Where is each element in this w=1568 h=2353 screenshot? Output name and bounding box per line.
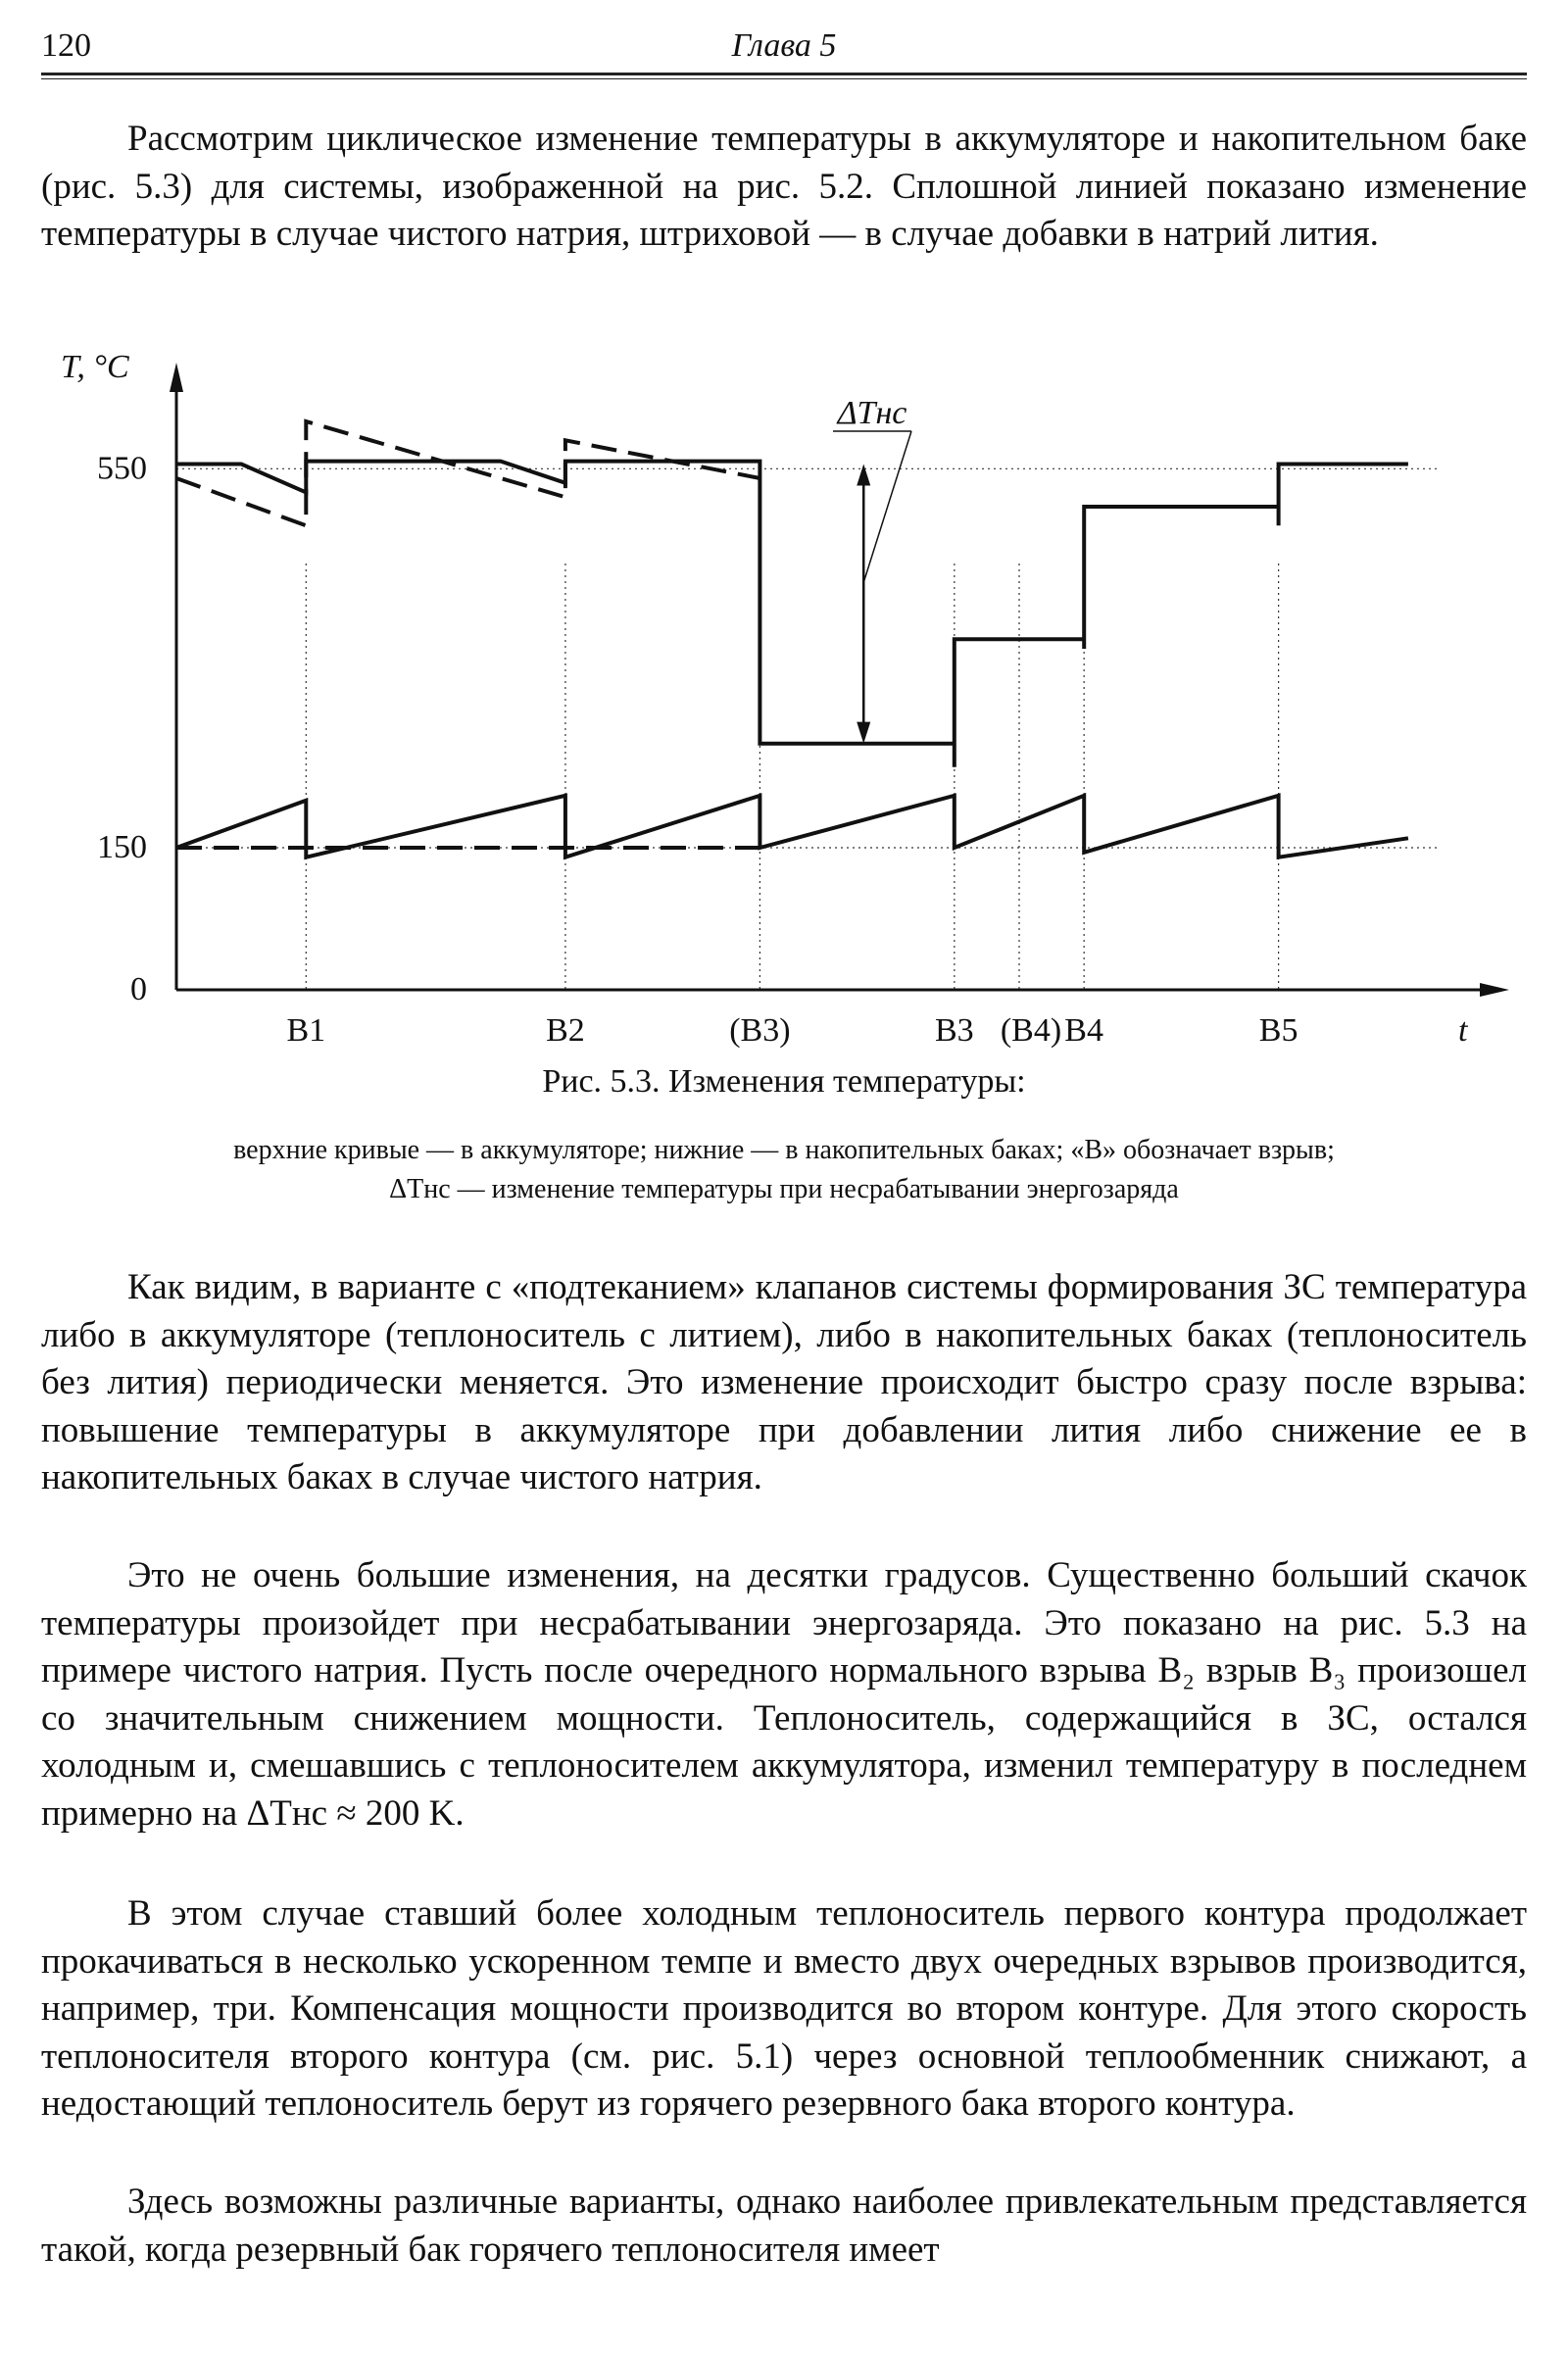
header-rule-thin xyxy=(41,78,1527,79)
paragraph-2: Это не очень большие изменения, на десятки градусов. Существенно больший скачок температуры произойдет при несрабатывании энергозаряда. Это показано на рис. 5.3 на примере чистого натрия. Пусть после очередного нормального взрыва B₂ взрыв B₃ произошел со значительным снижением мощности. Теплоноситель, содержащийся в ЗС, остался холодным и, смешавшись с теплоносителем аккумулятора, изменил температуру в последнем примерно на ΔTнс ≈ 200 K. xyxy=(41,1555,1527,1834)
paragraph-4: Здесь возможны различные варианты, однако наиболее привлекательным представляется такой, когда резервный бак горячего теплоносителя имеет xyxy=(41,2181,1527,2270)
explosion-label: B3 xyxy=(935,1012,974,1049)
x-axis-label: t xyxy=(1458,1012,1468,1049)
x-axis-arrow xyxy=(1480,983,1509,997)
explosion-label: B5 xyxy=(1258,1012,1298,1049)
explosion-label: (B4) xyxy=(1000,1012,1062,1049)
explosion-label: B1 xyxy=(286,1012,326,1049)
page-number: 120 xyxy=(41,27,91,64)
explosion-label: (B3) xyxy=(729,1012,791,1049)
delta-t-arrow-head-up xyxy=(857,465,870,486)
paragraph-1: Как видим, в варианте с «подтеканием» клапанов системы формирования ЗС температура либо в аккумуляторе (теплоноситель с литием), либо в накопительных баках (теплоноситель без лития) периодически меняется. Это изменение происходит быстро сразу после взрыва: повышение температуры в аккумуляторе при добавлении лития либо снижение ее в накопительных баках в случае чистого натрия. xyxy=(41,1267,1527,1497)
delta-t-leader-line xyxy=(863,431,911,582)
explosion-label: B2 xyxy=(546,1012,585,1049)
header-rule xyxy=(41,73,1527,75)
figure-caption-line1: верхние кривые — в аккумуляторе; нижние — в накопительных баках; «В» обозначает взрыв; xyxy=(233,1135,1335,1165)
chapter-title: Глава 5 xyxy=(731,27,837,64)
temperature-chart xyxy=(0,333,1568,1058)
figure-caption-title: Рис. 5.3. Изменения температуры: xyxy=(542,1063,1026,1100)
y-axis-arrow xyxy=(170,363,183,392)
paragraph-3: В этом случае ставший более холодным теплоноситель первого контура продолжает прокачиваться в несколько ускоренном темпе и вместо двух очередных взрывов производится, например, три. Компенсация мощности производится во втором контуре. Для этого скорость теплоносителя второго контура (см. рис. 5.1) через основной теплообменник снижают, а недостающий теплоноситель берут из горячего резервного бака второго контура. xyxy=(41,1893,1527,2124)
y-tick-label: 0 xyxy=(130,971,147,1007)
y-tick-label: 150 xyxy=(97,829,147,865)
intro-paragraph: Рассмотрим циклическое изменение температуры в аккумуляторе и накопительном баке (рис. 5.3) для системы, изображенной на рис. 5.2. Сплошной линией показано изменение температуры в случае чистого натрия, штриховой — в случае добавки в натрий лития. xyxy=(41,119,1527,254)
series-line-1 xyxy=(176,462,1408,767)
explosion-label: B4 xyxy=(1064,1012,1103,1049)
delta-t-label: ΔTнс xyxy=(837,395,907,431)
y-tick-label: 550 xyxy=(97,450,147,487)
figure-caption-line2: ΔTнс — изменение температуры при несрабатывании энергозаряда xyxy=(389,1174,1179,1204)
figure-5-3 xyxy=(0,333,1568,1058)
delta-t-arrow-head-down xyxy=(857,722,870,744)
y-axis-label: T, °C xyxy=(61,349,129,385)
running-header xyxy=(41,27,1527,76)
